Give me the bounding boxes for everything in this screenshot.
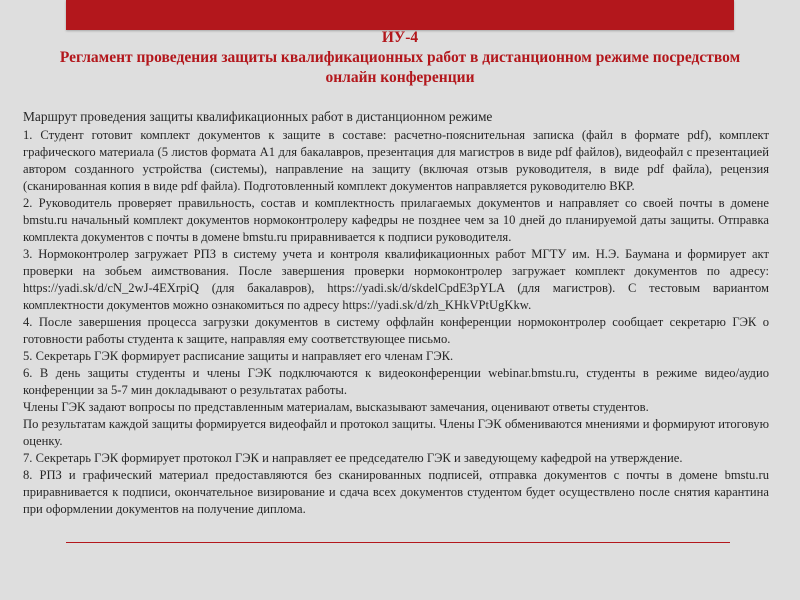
paragraph-results: По результатам каждой защиты формируется видеофайл и протокол защиты. Члены ГЭК обмениваются мнениями и формируют итоговую оценку. xyxy=(23,417,769,448)
page-title: Регламент проведения защиты квалификационных работ в дистанционном режиме посредством онлайн конференции xyxy=(59,49,741,86)
department-code: ИУ-4 xyxy=(381,29,419,46)
paragraph-step-8: 8. РПЗ и графический материал предоставляются без сканированных подписей, отправка документов с почты в домене bmstu.ru приравнивается к подписи, окончательное визирование и сдача всех документов студентом будет осуществлено после снятия карантина при оформлении документов на получение диплома. xyxy=(23,468,769,516)
title-block xyxy=(40,28,760,88)
content-area xyxy=(23,108,769,518)
paragraph-step-6: 6. В день защиты студенты и члены ГЭК подключаются к видеоконференции webinar.bmstu.ru, студенты в режиме видео/аудио конференции за 5-7 мин докладывают о результатах работы. xyxy=(23,366,769,397)
paragraph-step-7: 7. Секретарь ГЭК формирует протокол ГЭК и направляет ее председателю ГЭК и заведующему кафедрой на утверждение. xyxy=(23,451,683,465)
paragraph-step-3: 3. Нормоконтролер загружает РПЗ в систему учета и контроля квалификационных работ МГТУ им. Н.Э. Баумана и формирует акт проверки на зобьем аимствования. После завершения проверки нормоконтролер загружает комплект документов по адресу: https://yadi.sk/d/cN_2wJ-4EXrpiQ (для бакалавров), https://yadi.sk/d/skdelCpdE3pYLA (для магистров). С тестовым вариантом комплектности документов можно ознакомиться по адресу https://yadi.sk/d/zh_KHkVPtUgKkw. xyxy=(23,247,769,312)
paragraph-questions: Члены ГЭК задают вопросы по представленным материалам, высказывают замечания, оценивают ответы студентов. xyxy=(23,400,649,414)
header-bar xyxy=(66,0,734,30)
paragraph-step-4: 4. После завершения процесса загрузки документов в систему оффлайн конференции нормоконтролер сообщает секретарю ГЭК о готовности работы студента к защите, направляя ему соответствующее письмо. xyxy=(23,315,769,346)
paragraph-step-1: 1. Студент готовит комплект документов к защите в составе: расчетно-пояснительная записка (файл в формате pdf), комплект графического материала (5 листов формата А1 для бакалавров, презентация для магистров в виде pdf файлов), видеофайл с презентацией автором созданного устройства (системы), направление на защиту (включая отзыв руководителя, в виде pdf файла), рецензия (сканированная копия в виде pdf файла). Подготовленный комплект документов направляется руководителю ВКР. xyxy=(23,128,769,193)
paragraph-step-2: 2. Руководитель проверяет правильность, состав и комплектность прилагаемых документов и направляет со своей почты в домене bmstu.ru начальный комплект документов нормоконтролеру кафедры не позднее чем за 10 дней до планируемой даты защиты. Отправка комплекта документов с почты в домене bmstu.ru приравнивается к подписи руководителя. xyxy=(23,196,769,244)
divider-line xyxy=(66,542,730,543)
section-subtitle: Маршрут проведения защиты квалификационных работ в дистанционном режиме xyxy=(23,109,493,124)
paragraph-step-5: 5. Секретарь ГЭК формирует расписание защиты и направляет его членам ГЭК. xyxy=(23,349,454,363)
